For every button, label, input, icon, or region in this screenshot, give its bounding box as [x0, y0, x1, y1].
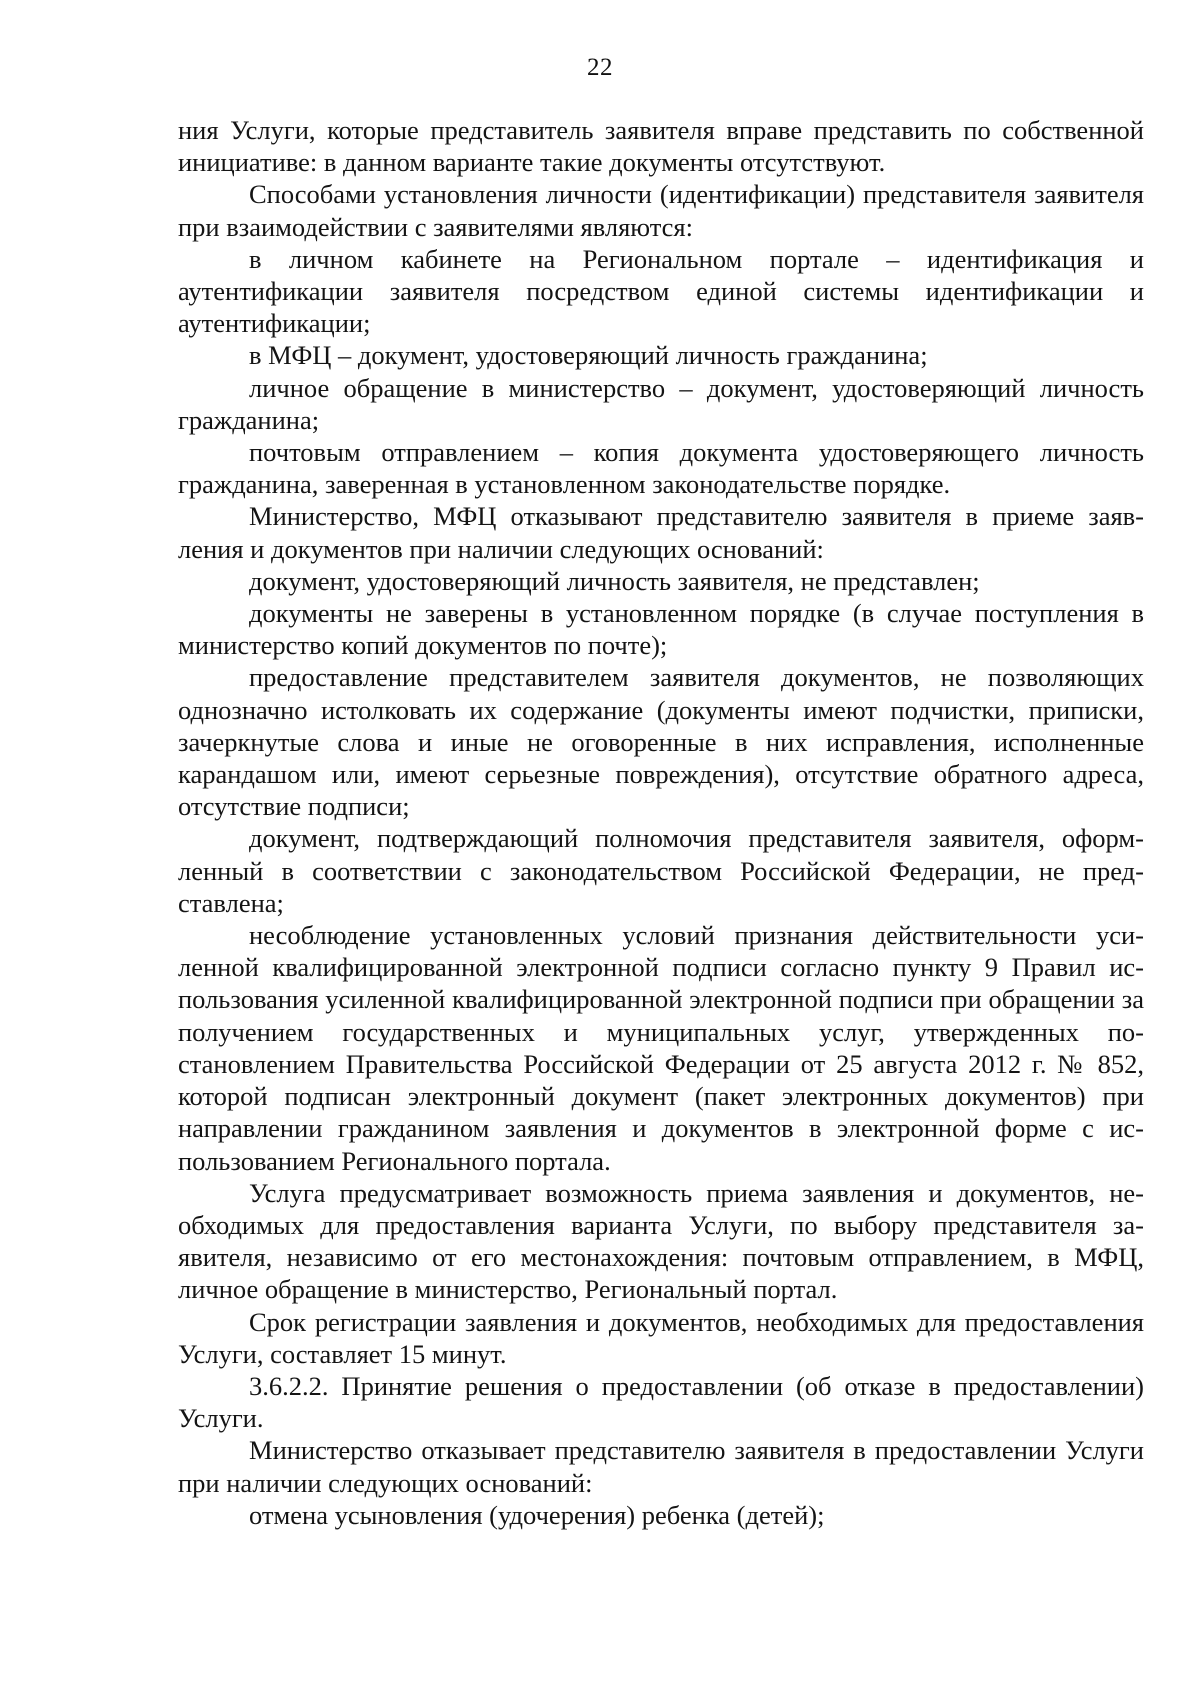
paragraph: Срок регистрации заявления и документов, необходимых для предоставления Услуги, составляет 15 минут.: [178, 1306, 1144, 1369]
paragraph: Способами установления личности (идентификации) представителя заявителя при взаимодействии с заявителями являются:: [178, 179, 1144, 242]
paragraph: предоставление представителем заявителя документов, не позволяющих однозначно истолковать их содержание (документы имеют подчистки, приписки, зачеркнутые слова и иные не оговоренные в них исправления, исполненные карандашом или, имеют серьезные повреждения), отсутствие обратного адреса, отсутствие подписи;: [178, 662, 1144, 822]
page-number: 22: [587, 54, 613, 81]
paragraph: ния Услуги, которые представитель заявителя вправе представить по собственной инициативе: в данном варианте такие документы отсутствуют.: [178, 115, 1144, 178]
paragraph: 3.6.2.2. Принятие решения о предоставлении (об отказе в предоставлении) Услуги.: [178, 1370, 1144, 1434]
paragraph: в личном кабинете на Региональном портале – идентификация и аутентификации заявителя посредством единой системы идентификации и аутентификации;: [178, 243, 1144, 339]
document-body: [178, 114, 1144, 1531]
paragraph: личное обращение в министерство – документ, удостоверяющий личность гражданина;: [178, 372, 1144, 435]
paragraph: почтовым отправлением – копия документа удостоверяющего личность гражданина, заверенная в установленном законодательстве порядке.: [178, 437, 1144, 500]
paragraph: в МФЦ – документ, удостоверяющий личность гражданина;: [249, 340, 928, 371]
paragraph: документ, подтверждающий полномочия представителя заявителя, оформленный в соответствии с законодательством Российской Федерации, не представлена;: [178, 823, 1144, 918]
paragraph: документ, удостоверяющий личность заявителя, не представлен;: [249, 565, 980, 596]
paragraph: Услуга предусматривает возможность приема заявления и документов, необходимых для предоставления варианта Услуги, по выбору представителя заявителя, независимо от его местонахождения: почтовым отправлением, в МФЦ, личное обращение в министерство, Региональный портал.: [178, 1177, 1144, 1305]
paragraph: документы не заверены в установленном порядке (в случае поступления в министерство копий документов по почте);: [178, 598, 1144, 661]
paragraph: несоблюдение установленных условий признания действительности усиленной квалифицированной электронной подписи согласно пункту 9 Правил использования усиленной квалифицированной электронной подписи при обращении за получением государственных и муниципальных услуг, утвержденных постановлением Правительства Российской Федерации от 25 августа 2012 г. № 852, которой подписан электронный документ (пакет электронных документов) при направлении гражданином заявления и документов в электронной форме с использованием Регионального портала.: [178, 920, 1144, 1176]
paragraph: Министерство отказывает представителю заявителя в предоставлении Услуги при наличии следующих оснований:: [178, 1435, 1144, 1498]
paragraph: Министерство, МФЦ отказывают представителю заявителя в приеме заявления и документов при наличии следующих оснований:: [178, 501, 1144, 564]
paragraph: отмена усыновления (удочерения) ребенка (детей);: [249, 1499, 825, 1530]
